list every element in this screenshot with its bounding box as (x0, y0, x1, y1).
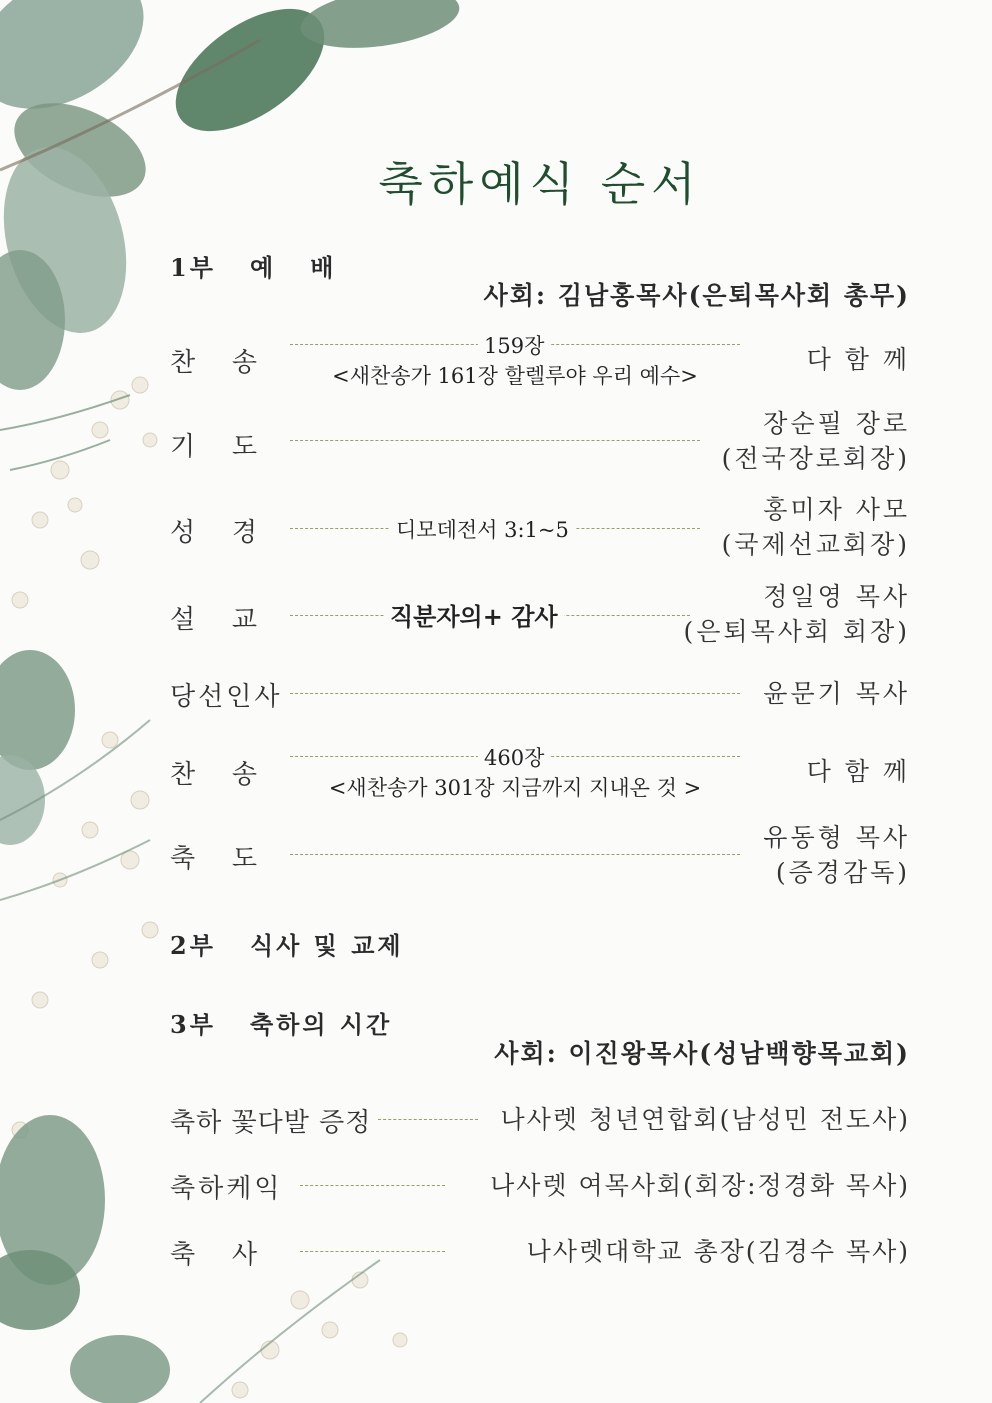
row-presenter: 윤문기 목사 (763, 679, 910, 708)
row-label: 성 경 (170, 518, 261, 548)
program-row (170, 330, 910, 390)
hymn-number: 460장 (478, 742, 550, 772)
scripture-reference: 디모데전서 3:1~5 (390, 514, 575, 544)
row-label: 당선인사 (170, 682, 283, 712)
presenter-name: 장순필 장로 (763, 409, 910, 438)
row-label: 축하 꽃다발 증정 (170, 1108, 372, 1138)
row-label: 축하케익 (170, 1174, 283, 1204)
hymn-title: <새찬송가 301장 지금까지 지내온 것 > (328, 776, 702, 800)
program-row (170, 674, 910, 714)
section-heading-part2: 2부 식사 및 교제 (170, 931, 404, 960)
dotted-leader (300, 1251, 445, 1252)
dotted-leader (290, 854, 740, 855)
program-row (170, 492, 910, 564)
program-row (170, 579, 910, 651)
program-row (170, 1166, 910, 1206)
presenter-name: 정일영 목사 (763, 582, 910, 611)
hymn-number: 159장 (478, 330, 550, 360)
program-row (170, 742, 910, 802)
program-row (170, 820, 910, 892)
program-row (170, 1232, 910, 1272)
row-presenter: 다 함 께 (806, 345, 910, 374)
page-title: 축하예식 순서 (378, 157, 702, 211)
row-label: 기 도 (170, 432, 261, 462)
row-label: 축 도 (170, 844, 261, 874)
dotted-leader (290, 440, 700, 441)
row-presenter: 나사렛 여목사회(회장:정경화 목사) (490, 1171, 910, 1200)
row-presenter: 나사렛 청년연합회(남성민 전도사) (500, 1105, 910, 1134)
dotted-leader (300, 1185, 445, 1186)
program-row (170, 1100, 910, 1140)
host-part1: 사회: 김남홍목사(은퇴목사회 총무) (483, 281, 910, 310)
presenter-role: (전국장로회장) (721, 444, 910, 473)
presenter-role: (은퇴목사회 회장) (683, 617, 910, 646)
presenter-name: 홍미자 사모 (763, 495, 910, 524)
sermon-title: 직분자의+ 감사 (384, 597, 564, 632)
row-label: 찬 송 (170, 760, 261, 790)
row-label: 축 사 (170, 1240, 261, 1270)
program-row (170, 406, 910, 478)
presenter-role: (국제선교회장) (721, 530, 910, 559)
hymn-title: <새찬송가 161장 할렐루야 우리 예수> (332, 364, 698, 388)
row-label: 설 교 (170, 605, 261, 635)
row-presenter (683, 579, 910, 649)
section-heading-part3: 3부 축하의 시간 (170, 1010, 393, 1039)
row-presenter: 나사렛대학교 총장(김경수 목사) (526, 1237, 910, 1266)
row-label: 찬 송 (170, 348, 261, 378)
presenter-name: 유동형 목사 (763, 823, 910, 852)
host-part3: 사회: 이진왕목사(성남백향목교회) (494, 1039, 910, 1068)
row-presenter (722, 406, 910, 476)
row-presenter (763, 820, 910, 890)
presenter-role: (증경감독) (775, 858, 910, 887)
dotted-leader (378, 1119, 478, 1120)
dotted-leader (290, 693, 740, 694)
section-heading-part1: 1부 예 배 (170, 253, 337, 282)
row-presenter: 다 함 께 (806, 757, 910, 786)
row-presenter (722, 492, 910, 562)
